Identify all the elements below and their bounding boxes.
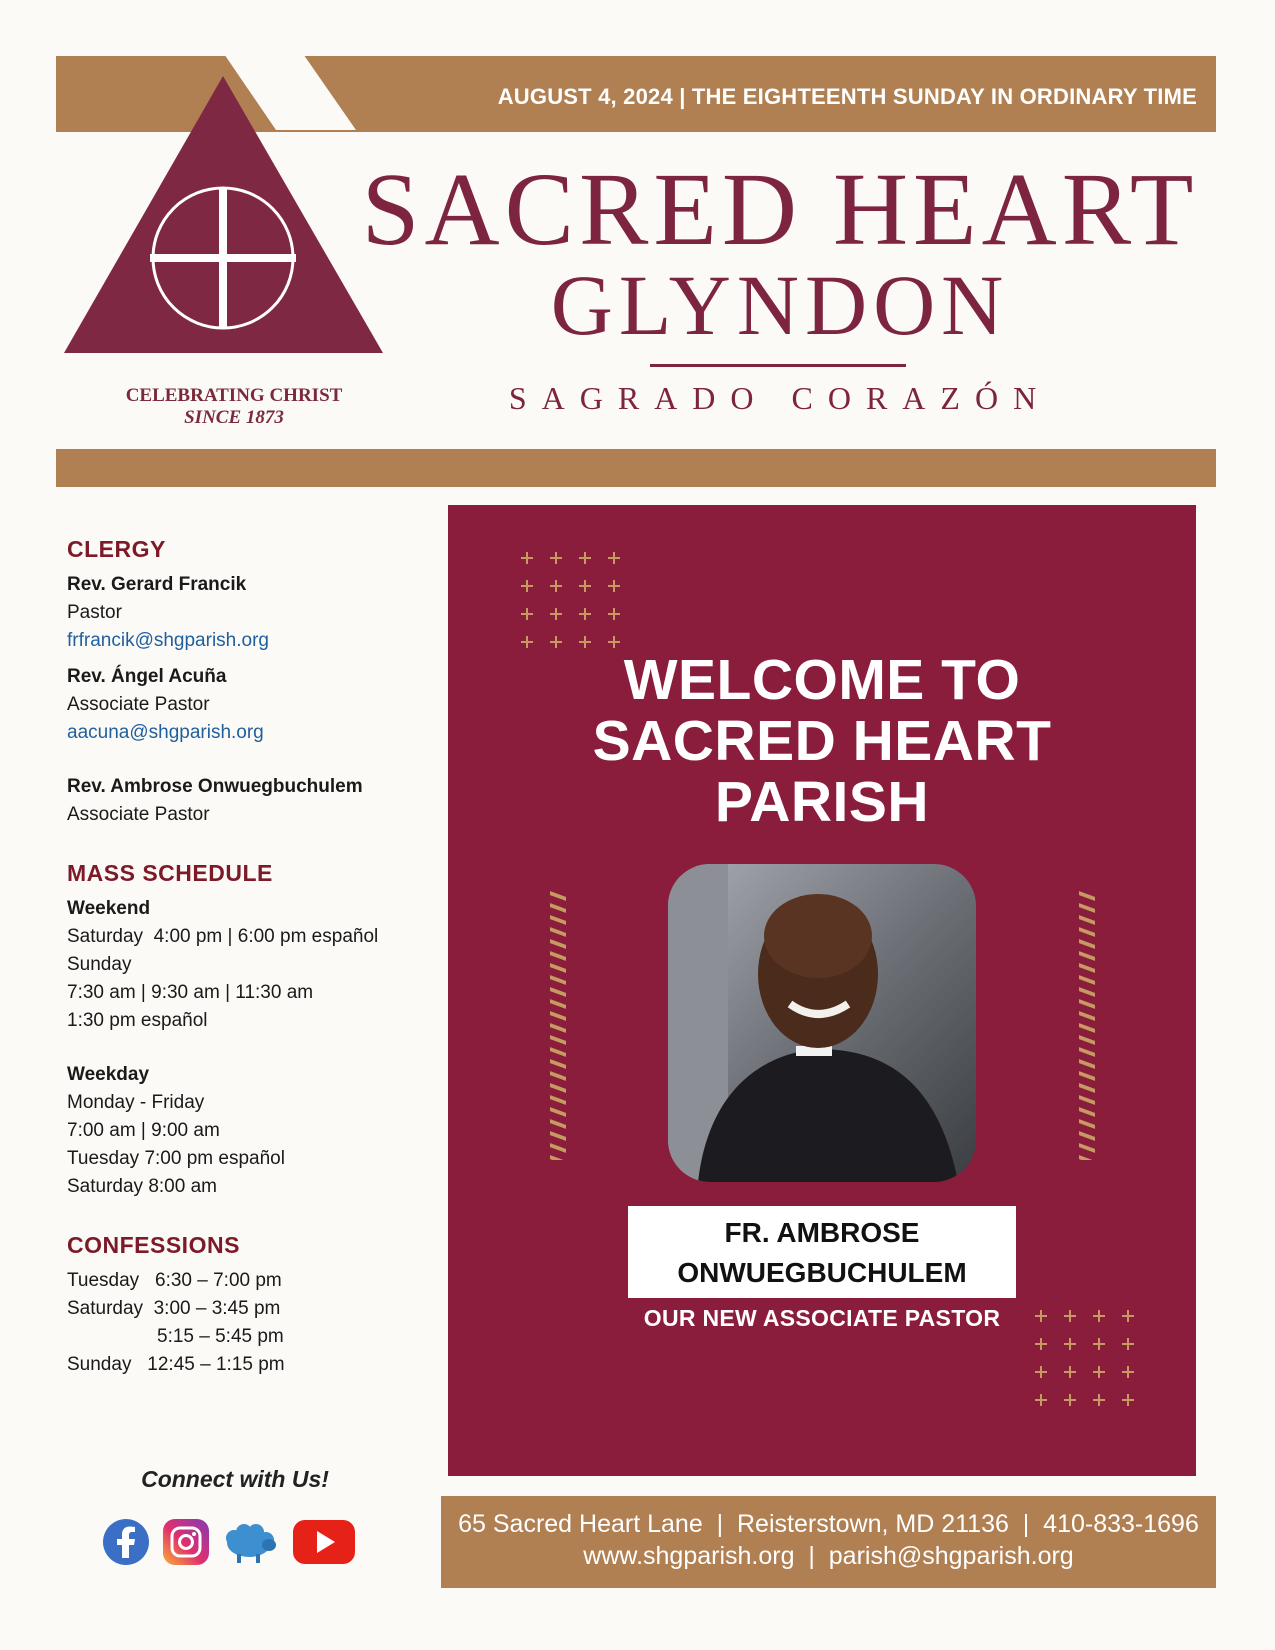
- plus-pattern-icon: [520, 550, 630, 660]
- youtube-icon[interactable]: [292, 1518, 356, 1566]
- welcome-line: SACRED HEART: [592, 709, 1052, 773]
- schedule-line: 1:30 pm español: [67, 1010, 208, 1031]
- logo-tagline: CELEBRATING CHRIST: [125, 385, 343, 406]
- parish-title: SACRED HEART: [361, 152, 1199, 267]
- footer-web-email[interactable]: www.shgparish.org | parish@shgparish.org: [583, 1542, 1074, 1570]
- confessions-heading: CONFESSIONS: [67, 1232, 240, 1258]
- pastor-name: [628, 1213, 1016, 1293]
- facebook-icon[interactable]: [102, 1518, 150, 1566]
- flocknote-icon[interactable]: [222, 1518, 278, 1566]
- schedule-line: Tuesday 7:00 pm español: [67, 1148, 285, 1169]
- clergy-role: Pastor: [67, 602, 122, 623]
- clergy-role: Associate Pastor: [67, 694, 210, 715]
- welcome-line: WELCOME TO: [623, 648, 1021, 712]
- schedule-line: Saturday 8:00 am: [67, 1176, 217, 1197]
- header-bottom-band: [56, 449, 1216, 487]
- schedule-line: Saturday 4:00 pm | 6:00 pm español: [67, 926, 379, 947]
- welcome-heading: [448, 650, 1196, 833]
- parish-subtitle: SAGRADO CORAZÓN: [508, 380, 1052, 416]
- clergy-role: Associate Pastor: [67, 804, 210, 825]
- logo-tagline-since: SINCE 1873: [184, 407, 284, 428]
- clergy-email-link[interactable]: frfrancik@shgparish.org: [67, 630, 269, 651]
- stripe-ornament-left: [547, 890, 569, 1160]
- stripe-ornament-right: [1076, 890, 1098, 1160]
- cross-circle-icon: [150, 188, 296, 328]
- clergy-name: Rev. Gerard Francik: [67, 574, 247, 595]
- clergy-name: Rev. Ángel Acuña: [67, 666, 227, 687]
- schedule-line: 7:30 am | 9:30 am | 11:30 am: [67, 982, 314, 1003]
- confession-line: Tuesday 6:30 – 7:00 pm: [67, 1270, 282, 1291]
- clergy-name: Rev. Ambrose Onwuegbuchulem: [67, 776, 363, 797]
- weekday-label: Weekday: [67, 1064, 150, 1085]
- connect-label: Connect with Us!: [141, 1466, 329, 1492]
- pastor-name-line: FR. AMBROSE: [724, 1217, 920, 1248]
- title-divider: [650, 364, 906, 367]
- info-column: [67, 535, 427, 1379]
- instagram-icon[interactable]: [162, 1518, 210, 1566]
- parish-location: GLYNDON: [550, 257, 1010, 353]
- clergy-email-link[interactable]: aacuna@shgparish.org: [67, 722, 264, 743]
- clergy-heading: CLERGY: [67, 536, 166, 562]
- weekend-label: Weekend: [67, 898, 151, 919]
- schedule-line: 7:00 am | 9:00 am: [67, 1120, 220, 1141]
- welcome-line: PARISH: [714, 770, 930, 834]
- bulletin-date: AUGUST 4, 2024 | THE EIGHTEENTH SUNDAY IN ORDINARY TIME: [497, 84, 1197, 109]
- confession-line: Saturday 3:00 – 3:45 pm: [67, 1298, 281, 1319]
- pastor-photo: [668, 864, 976, 1182]
- pastor-name-line: ONWUEGBUCHULEM: [677, 1257, 967, 1288]
- schedule-line: Sunday: [67, 954, 132, 975]
- confession-line: Sunday 12:45 – 1:15 pm: [67, 1354, 285, 1375]
- mass-schedule-heading: MASS SCHEDULE: [67, 860, 273, 886]
- footer-address: 65 Sacred Heart Lane | Reisterstown, MD 21136 | 410-833-1696: [458, 1510, 1199, 1538]
- schedule-line: Monday - Friday: [67, 1092, 205, 1113]
- confession-line: 5:15 – 5:45 pm: [157, 1326, 284, 1347]
- pastor-caption: OUR NEW ASSOCIATE PASTOR: [643, 1305, 1001, 1331]
